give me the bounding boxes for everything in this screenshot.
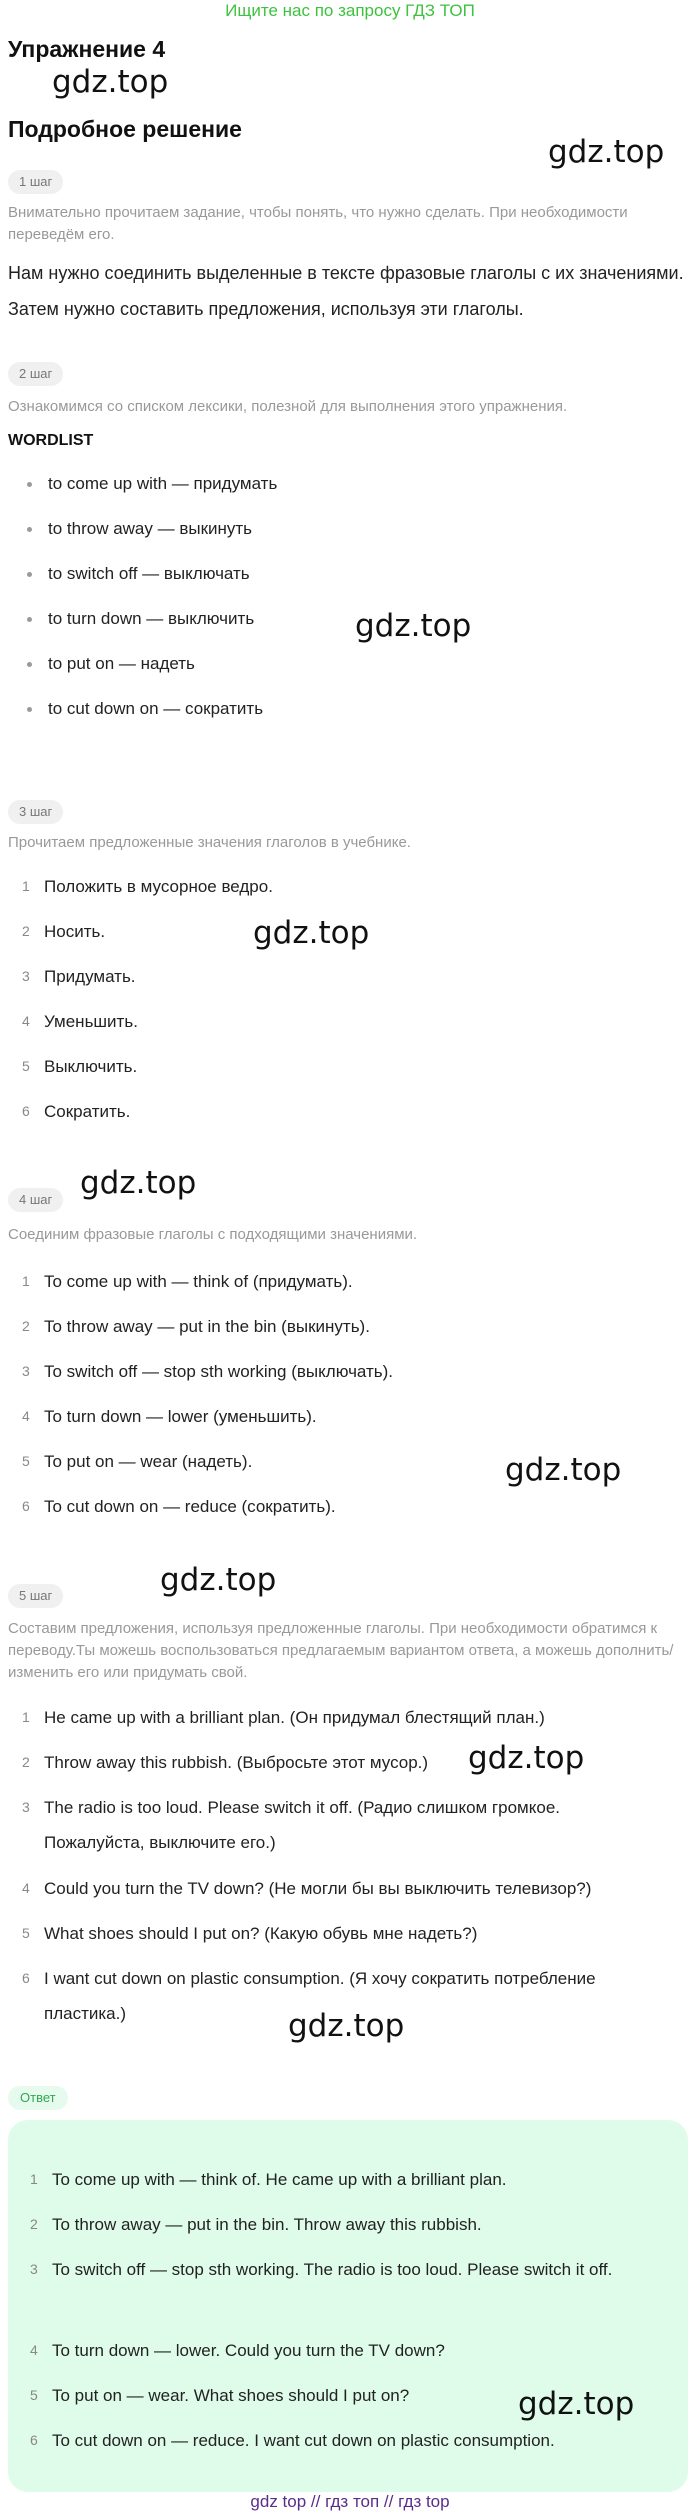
watermark: gdz.top bbox=[518, 2386, 635, 2422]
watermark: gdz.top bbox=[288, 2008, 405, 2044]
step-3-list bbox=[0, 869, 664, 1139]
list-item: to turn down — выключить bbox=[0, 605, 277, 650]
search-banner: Ищите нас по запросу ГДЗ ТОП bbox=[225, 1, 475, 20]
watermark: gdz.top bbox=[160, 1562, 277, 1598]
step-5-instruction: Составим предложения, используя предложенные глаголы. При необходимости обратимся к переводу.Ты можешь воспользоваться предлагаемым вариантом ответа, а можешь дополнить/изменить его или придумать свой. bbox=[8, 1620, 674, 1681]
step-4-instruction: Соединим фразовые глаголы с подходящими значениями. bbox=[8, 1226, 418, 1243]
step-4-list bbox=[0, 1264, 664, 1534]
list-item: 1 He came up with a brilliant plan. (Он придумал блестящий план.) bbox=[22, 1708, 545, 1727]
wordlist bbox=[0, 470, 277, 740]
list-item: 1 To come up with — think of (придумать). bbox=[22, 1272, 353, 1291]
list-item: 6 To cut down on — reduce. I want cut down on plastic consumption. bbox=[30, 2431, 555, 2450]
list-item: 2 To throw away — put in the bin (выкинуть). bbox=[22, 1317, 370, 1336]
list-item: 5 To put on — wear (надеть). bbox=[22, 1452, 253, 1471]
step-4-badge: 4 шаг bbox=[8, 1188, 63, 1212]
step-1-text: Нам нужно соединить выделенные в тексте фразовые глаголы с их значениями. Затем нужно составить предложения, используя эти глаголы. bbox=[8, 263, 684, 319]
list-item: 2 Носить. bbox=[22, 922, 106, 941]
list-item: 3 The radio is too loud. Please switch it off. (Радио слишком громкое. Пожалуйста, выключите его.) bbox=[22, 1798, 560, 1852]
answer-badge: Ответ bbox=[8, 2086, 68, 2110]
footer-links: gdz top // гдз топ // гдз top bbox=[250, 2492, 450, 2511]
list-item: to put on — надеть bbox=[0, 650, 277, 695]
list-item: 3 To switch off — stop sth working. The radio is too loud. Please switch it off. bbox=[30, 2260, 613, 2279]
list-item: 1 To come up with — think of. He came up with a brilliant plan. bbox=[30, 2170, 507, 2189]
list-item: 5 Выключить. bbox=[22, 1057, 138, 1076]
step-1-instruction: Внимательно прочитаем задание, чтобы понять, что нужно сделать. При необходимости переведём его. bbox=[8, 204, 628, 243]
list-item: 5 To put on — wear. What shoes should I put on? bbox=[30, 2386, 410, 2405]
list-item: 4 Уменьшить. bbox=[22, 1012, 138, 1031]
list-item: 5 What shoes should I put on? (Какую обувь мне надеть?) bbox=[22, 1924, 478, 1943]
list-item: to switch off — выключать bbox=[0, 560, 277, 605]
list-item: 4 To turn down — lower. Could you turn the TV down? bbox=[30, 2341, 445, 2360]
list-item: 3 Придумать. bbox=[22, 967, 136, 986]
watermark: gdz.top bbox=[355, 608, 472, 644]
watermark: gdz.top bbox=[52, 64, 169, 100]
step-2-badge: 2 шаг bbox=[8, 362, 63, 386]
watermark: gdz.top bbox=[505, 1452, 622, 1488]
list-item: 4 To turn down — lower (уменьшить). bbox=[22, 1407, 317, 1426]
list-item: 2 To throw away — put in the bin. Throw away this rubbish. bbox=[30, 2215, 482, 2234]
list-item: 1 Положить в мусорное ведро. bbox=[22, 877, 273, 896]
list-item: 6 I want cut down on plastic consumption. (Я хочу сократить потребление пластика.) bbox=[22, 1969, 596, 2023]
step-5-badge: 5 шаг bbox=[8, 1584, 63, 1608]
step-1-badge: 1 шаг bbox=[8, 170, 63, 194]
step-3-instruction: Прочитаем предложенные значения глаголов в учебнике. bbox=[8, 834, 411, 851]
list-item: 6 Сократить. bbox=[22, 1102, 131, 1121]
answer-list bbox=[8, 2162, 672, 2468]
watermark: gdz.top bbox=[548, 134, 665, 170]
watermark: gdz.top bbox=[468, 1740, 585, 1776]
watermark: gdz.top bbox=[80, 1165, 197, 1201]
step-3-badge: 3 шаг bbox=[8, 800, 63, 824]
list-item: 2 Throw away this rubbish. (Выбросьте этот мусор.) bbox=[22, 1753, 429, 1772]
wordlist-title: WORDLIST bbox=[8, 432, 94, 449]
solution-heading: Подробное решение bbox=[8, 116, 242, 142]
list-item: to come up with — придумать bbox=[0, 470, 277, 515]
list-item: 4 Could you turn the TV down? (Не могли бы вы выключить телевизор?) bbox=[22, 1879, 592, 1898]
exercise-title: Упражнение 4 bbox=[8, 36, 166, 62]
list-item: 6 To cut down on — reduce (сократить). bbox=[22, 1497, 336, 1516]
watermark: gdz.top bbox=[253, 915, 370, 951]
step-2-instruction: Ознакомимся со списком лексики, полезной для выполнения этого упражнения. bbox=[8, 398, 568, 415]
list-item: 3 To switch off — stop sth working (выключать). bbox=[22, 1362, 394, 1381]
list-item: to throw away — выкинуть bbox=[0, 515, 277, 560]
list-item: to cut down on — сократить bbox=[0, 695, 277, 740]
